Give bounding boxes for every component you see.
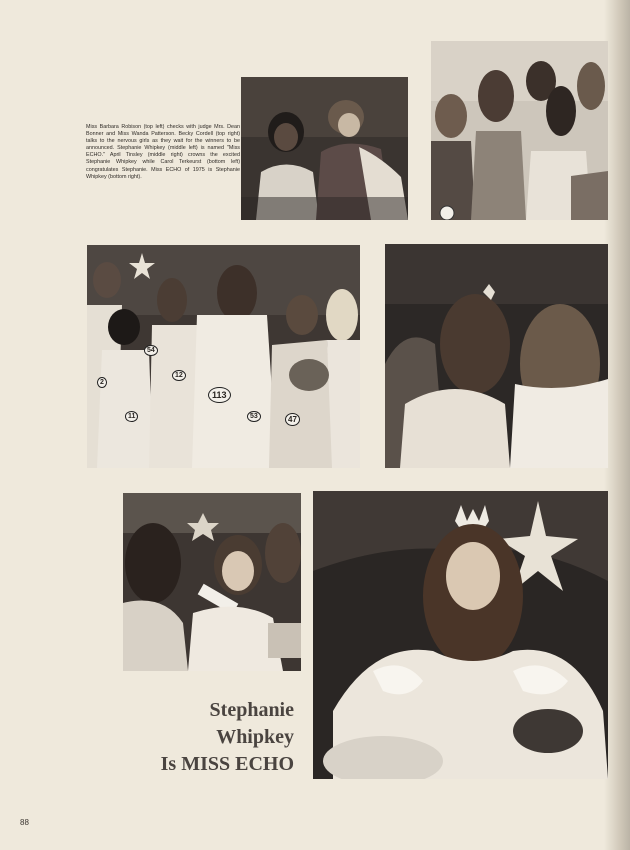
number-badge: 113	[208, 387, 231, 403]
headline-line-3: Is MISS ECHO	[160, 753, 294, 775]
photo-bottom-right	[313, 491, 608, 779]
number-badge: 47	[285, 413, 300, 426]
photo-middle-left	[87, 245, 360, 468]
page-number: 88	[20, 818, 29, 827]
photo-middle-right	[385, 244, 608, 468]
photo-top-left	[241, 77, 408, 220]
photo-bottom-left	[123, 493, 301, 671]
number-badge: 2	[97, 377, 107, 388]
photo-caption: Miss Barbara Robison (top left) checks with judge Mrs. Dean Bonner and Miss Wanda Patterson. Becky Cordell (top right) talks to the nervous girls as they wait for the winners to be announced. Stephanie Whipkey (middle left) is named "Miss ECHO." April Tinsley (middle right) crowns the excited Stephanie Whipkey while Carol Terkeurst (bottom left) congratulates Stephanie. Miss ECHO of 1975 is Stephanie Whipkey (bottom right).	[86, 124, 240, 180]
number-badge: 54	[144, 345, 158, 356]
number-badge: 12	[172, 370, 186, 381]
number-badge: 53	[247, 411, 261, 422]
number-badge: 11	[125, 411, 138, 422]
photo-top-right	[431, 41, 608, 220]
headline-line-2: Whipkey	[216, 726, 294, 748]
headline	[120, 697, 294, 778]
headline-line-1: Stephanie	[209, 699, 294, 721]
